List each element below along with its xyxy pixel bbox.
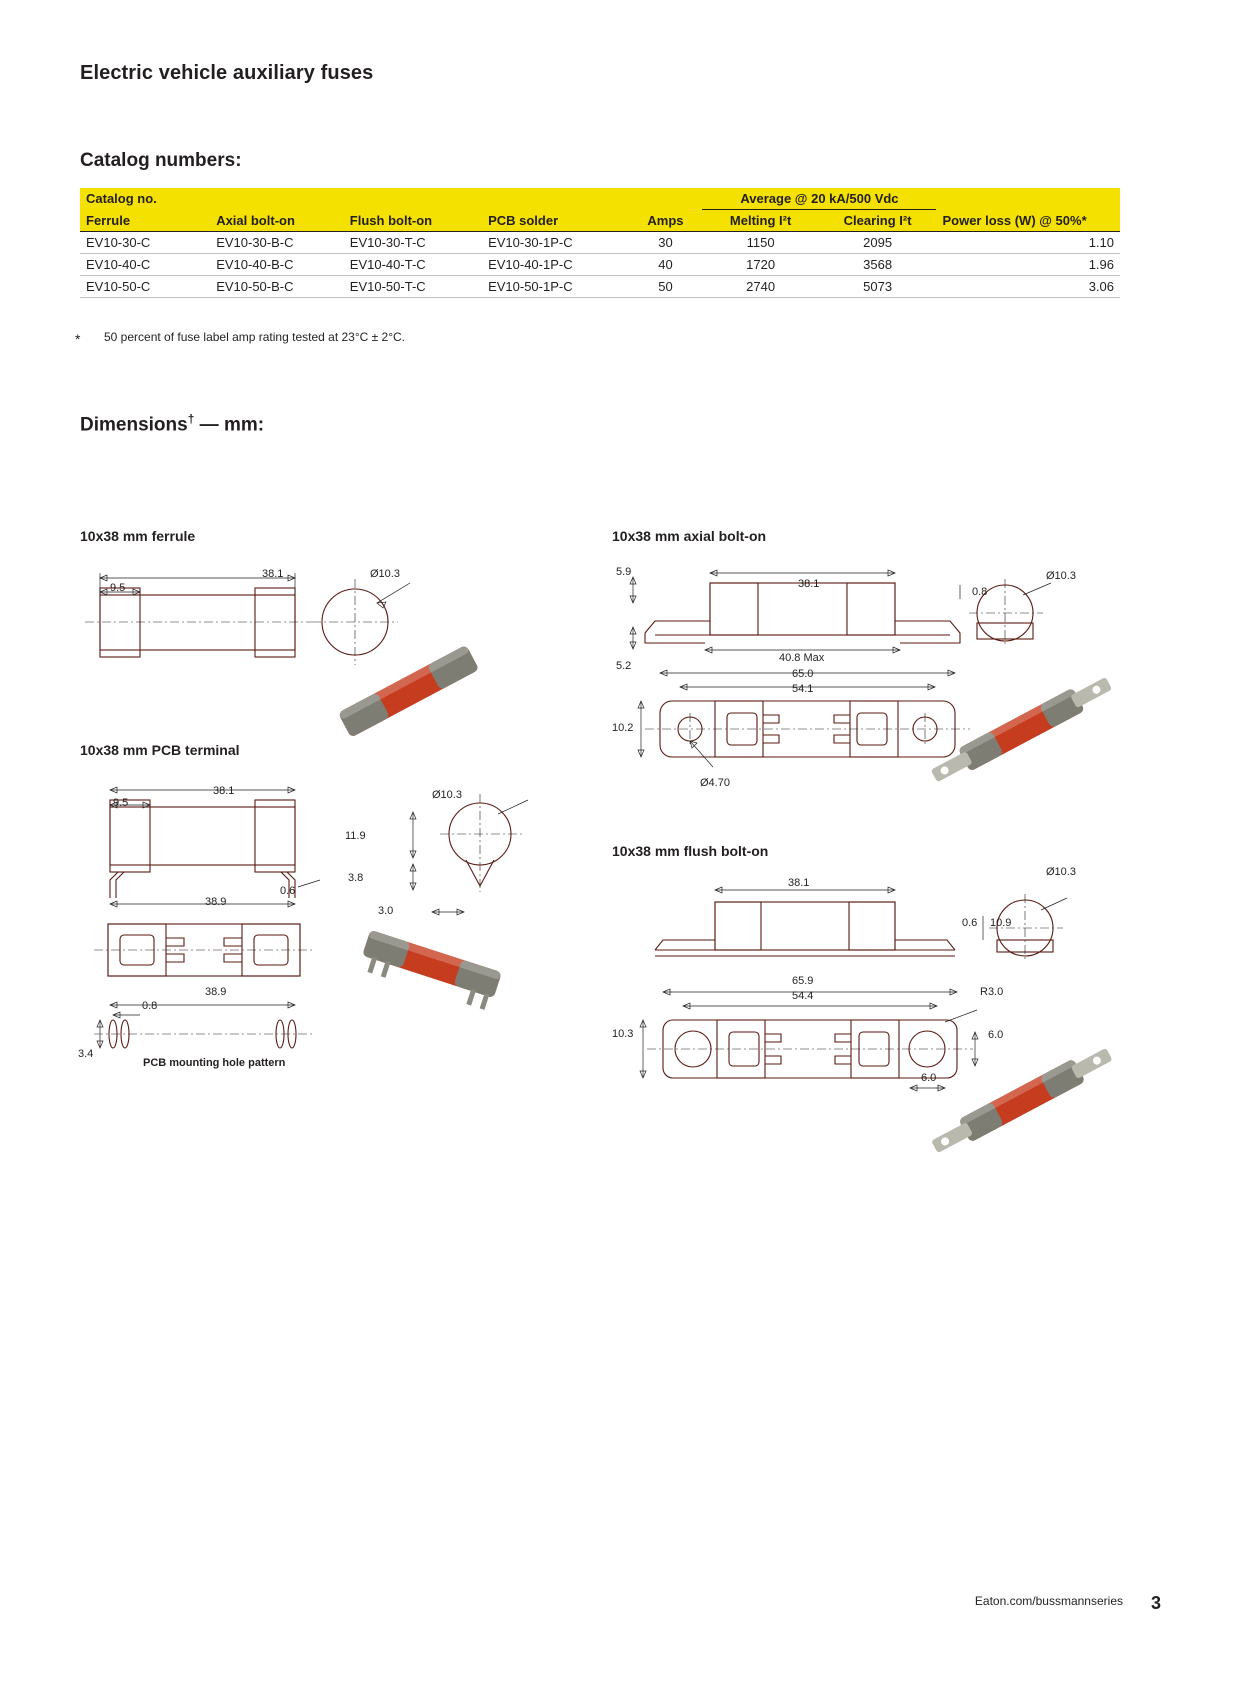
dim-pcb-cap: 9.5 xyxy=(113,797,129,809)
dim-pcb-length: 38.1 xyxy=(213,785,235,797)
footnote-marker: * xyxy=(75,331,81,347)
catalog-numbers-table xyxy=(80,188,1120,298)
col-melting: Melting I²t xyxy=(702,210,818,232)
figure-label-ferrule: 10x38 mm ferrule xyxy=(80,528,196,544)
table-footnote xyxy=(75,330,406,347)
cell-flush: EV10-40-T-C xyxy=(344,254,482,276)
dim-flush-height: 10.9 xyxy=(990,917,1012,929)
col-pcb: PCB solder xyxy=(482,210,628,232)
dim-flush-hole-h: 6.0 xyxy=(921,1072,937,1084)
table-band-row xyxy=(80,188,1120,210)
cell-amps: 50 xyxy=(628,276,702,298)
dim-flush-overall: 65.9 xyxy=(792,975,814,987)
cell-clearing: 3568 xyxy=(819,254,937,276)
col-ferrule: Ferrule xyxy=(80,210,210,232)
dim-pcb-overall2: 38.9 xyxy=(205,986,227,998)
figure-ferrule xyxy=(80,555,520,745)
footer-url: Eaton.com/bussmannseries xyxy=(974,1594,1123,1608)
dimensions-heading-dagger: † xyxy=(187,412,195,426)
dim-axial-max: 40.8 Max xyxy=(779,652,825,664)
cell-flush: EV10-30-T-C xyxy=(344,232,482,254)
dim-pcb-height: 11.9 xyxy=(345,830,366,842)
dim-axial-overall: 65.0 xyxy=(792,668,814,680)
footnote-text: 50 percent of fuse label amp rating tested at 23°C ± 2°C. xyxy=(104,330,406,344)
ferrule-drawing xyxy=(80,555,520,745)
cell-ferrule: EV10-40-C xyxy=(80,254,210,276)
band-spacer xyxy=(628,188,702,210)
dim-flush-inner: 54.4 xyxy=(792,990,814,1002)
dim-pcb-thickness: 0.6 xyxy=(280,885,296,897)
dimensions-heading xyxy=(80,412,264,436)
col-clearing: Clearing I²t xyxy=(819,210,937,232)
dim-axial-width: 10.2 xyxy=(612,722,634,734)
dim-axial-top: 5.9 xyxy=(616,566,632,578)
dim-ferrule-cap: 9.5 xyxy=(110,582,126,594)
col-flush: Flush bolt-on xyxy=(344,210,482,232)
cell-pcb: EV10-50-1P-C xyxy=(482,276,628,298)
dim-flush-width: 10.3 xyxy=(612,1028,634,1040)
dim-pcb-diameter: Ø10.3 xyxy=(432,789,462,801)
cell-ferrule: EV10-30-C xyxy=(80,232,210,254)
cell-power-loss: 1.96 xyxy=(936,254,1120,276)
band-catalog-no: Catalog no. xyxy=(80,188,628,210)
dim-pcb-overall: 38.9 xyxy=(205,896,227,908)
cell-amps: 40 xyxy=(628,254,702,276)
dim-pcb-hole: 3.4 xyxy=(78,1048,94,1060)
cell-power-loss: 3.06 xyxy=(936,276,1120,298)
cell-axial: EV10-40-B-C xyxy=(210,254,344,276)
dim-axial-thickness: 0.8 xyxy=(972,586,988,598)
cell-melting: 1150 xyxy=(702,232,818,254)
dim-flush-radius: R3.0 xyxy=(980,986,1004,998)
figure-label-flush: 10x38 mm flush bolt-on xyxy=(612,843,769,859)
pcb-hole-pattern-caption: PCB mounting hole pattern xyxy=(143,1057,286,1069)
pcb-photo xyxy=(358,930,502,1012)
page-title: Electric vehicle auxiliary fuses xyxy=(80,62,374,84)
axial-photo xyxy=(928,672,1115,788)
dimensions-heading-main: Dimensions xyxy=(80,414,188,436)
dim-flush-thickness: 0.6 xyxy=(962,917,978,929)
table-row xyxy=(80,232,1120,254)
cell-pcb: EV10-30-1P-C xyxy=(482,232,628,254)
cell-axial: EV10-30-B-C xyxy=(210,232,344,254)
cell-clearing: 2095 xyxy=(819,232,937,254)
cell-flush: EV10-50-T-C xyxy=(344,276,482,298)
band-spacer-2 xyxy=(936,188,1120,210)
cell-axial: EV10-50-B-C xyxy=(210,276,344,298)
dim-pcb-lead-width: 3.0 xyxy=(378,905,394,917)
dim-axial-bottom: 5.2 xyxy=(616,660,632,672)
dimensions-heading-tail: — mm: xyxy=(194,414,265,436)
dim-axial-diameter: Ø10.3 xyxy=(1046,570,1076,582)
ferrule-photo xyxy=(338,645,479,738)
dim-pcb-tail: 3.8 xyxy=(348,872,364,884)
figure-axial xyxy=(605,555,1125,815)
col-amps: Amps xyxy=(628,210,702,232)
pcb-drawing xyxy=(80,772,550,1082)
cell-amps: 30 xyxy=(628,232,702,254)
flush-photo xyxy=(928,1043,1115,1159)
col-power-loss: Power loss (W) @ 50%* xyxy=(936,210,1120,232)
cell-power-loss: 1.10 xyxy=(936,232,1120,254)
footer-page-number: 3 xyxy=(1150,1593,1161,1613)
cell-melting: 2740 xyxy=(702,276,818,298)
band-average: Average @ 20 kA/500 Vdc xyxy=(702,188,936,210)
table-row xyxy=(80,276,1120,298)
figure-label-pcb: 10x38 mm PCB terminal xyxy=(80,742,240,758)
cell-ferrule: EV10-50-C xyxy=(80,276,210,298)
catalog-numbers-heading: Catalog numbers: xyxy=(80,150,242,171)
cell-clearing: 5073 xyxy=(819,276,937,298)
dim-pcb-pitch: 0.8 xyxy=(142,1000,158,1012)
figure-label-axial: 10x38 mm axial bolt-on xyxy=(612,528,767,544)
figure-pcb xyxy=(80,772,550,1082)
axial-drawing xyxy=(605,555,1125,815)
dim-flush-body: 38.1 xyxy=(788,877,810,889)
col-axial: Axial bolt-on xyxy=(210,210,344,232)
dim-axial-inner: 54.1 xyxy=(792,683,814,695)
table-header-row xyxy=(80,210,1120,232)
table-row xyxy=(80,254,1120,276)
flush-drawing xyxy=(605,870,1125,1160)
dim-ferrule-length: 38.1 xyxy=(262,568,284,580)
cell-melting: 1720 xyxy=(702,254,818,276)
dim-axial-body: 38.1 xyxy=(798,578,820,590)
figure-flush xyxy=(605,870,1125,1160)
dim-axial-hole: Ø4.70 xyxy=(700,777,730,789)
cell-pcb: EV10-40-1P-C xyxy=(482,254,628,276)
dim-flush-hole-v: 6.0 xyxy=(988,1029,1004,1041)
dim-ferrule-diameter: Ø10.3 xyxy=(370,568,400,580)
dim-flush-diameter: Ø10.3 xyxy=(1046,866,1076,878)
